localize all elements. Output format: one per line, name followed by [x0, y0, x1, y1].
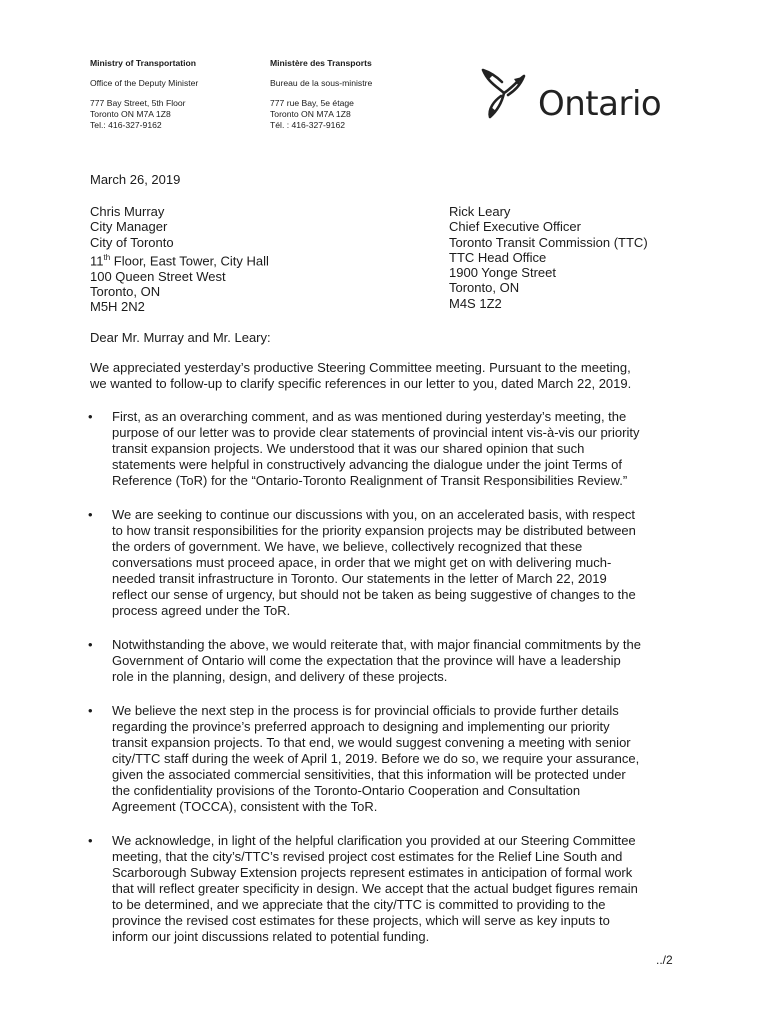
bullet-item: [88, 507, 678, 619]
bullet-line: reflect our sense of urgency, but should not be taken as being suggestive of changes to the: [112, 587, 636, 602]
recipient-postal-code: M5H 2N2: [90, 299, 145, 315]
bullet-line: statements were helpful in constructively advancing the dialogue under the joint Terms of: [112, 457, 622, 472]
ministry-name-fr: Ministère des Transports: [270, 58, 372, 68]
recipient-city: Toronto, ON: [449, 280, 520, 296]
recipient-right: [449, 204, 709, 311]
bullet-line: the confidentiality provisions of the Toronto-Ontario Cooperation and Consultation: [112, 783, 581, 798]
street-fr: 777 rue Bay, 5e étage: [270, 98, 354, 108]
phone-fr: Tél. : 416-327-9162: [270, 120, 346, 130]
city-en: Toronto ON M7A 1Z8: [90, 109, 171, 119]
intro-line: we wanted to follow-up to clarify specific references in our letter to you, dated March 22, 2019.: [90, 376, 632, 391]
bullet-line: We are seeking to continue our discussions with you, on an accelerated basis, with respect: [112, 507, 635, 522]
bullet-icon: •: [88, 637, 93, 652]
recipient-street: 100 Queen Street West: [90, 268, 226, 284]
office-name-en: Office of the Deputy Minister: [90, 78, 199, 88]
recipient-name: Chris Murray: [90, 204, 165, 219]
bullet-line: to how transit responsibilities for the priority expansion projects may be distributed between: [112, 523, 636, 538]
bullet-line: process agreed under the ToR.: [112, 603, 291, 618]
bullet-item: [88, 703, 678, 815]
letterhead-english: [90, 58, 260, 131]
bullet-line: We acknowledge, in light of the helpful clarification you provided at our Steering Committee: [112, 833, 636, 848]
recipient-title: Chief Executive Officer: [449, 219, 581, 235]
bullet-icon: •: [88, 507, 93, 522]
recipient-office: TTC Head Office: [449, 249, 547, 265]
bullet-line: Scarborough Subway Extension projects represent estimates in anticipation of formal work: [112, 865, 633, 880]
bullet-icon: •: [88, 409, 93, 424]
recipient-postal-code: M4S 1Z2: [449, 295, 502, 311]
bullet-line: inform our joint discussions related to potential funding.: [112, 929, 430, 944]
bullet-line: that will reflect greater specificity in design. We accept that the actual budget figures remain: [112, 881, 638, 896]
bullet-line: Agreement (TOCCA), consistent with the ToR.: [112, 799, 378, 814]
intro-paragraph: [90, 360, 680, 392]
bullet-line: role in the planning, design, and delivery of these projects.: [112, 669, 448, 684]
intro-line: We appreciated yesterday’s productive Steering Committee meeting. Pursuant to the meeting,: [90, 360, 631, 375]
bullet-item: [88, 409, 678, 489]
bullet-line: given the associated commercial sensitivities, that this information will be protected under: [112, 767, 626, 782]
bullet-line: Reference (ToR) for the “Ontario-Toronto Realignment of Transit Responsibilities Review.”: [112, 473, 628, 488]
recipient-organization: City of Toronto: [90, 234, 174, 250]
bullet-item: [88, 833, 678, 945]
salutation: Dear Mr. Murray and Mr. Leary:: [90, 330, 271, 345]
ontario-logo: [474, 62, 674, 132]
recipient-name: Rick Leary: [449, 204, 511, 219]
bullet-line: regarding the province’s preferred approach to designing and implementing our priority: [112, 719, 610, 734]
bullet-line: city/TTC staff during the week of April 1, 2019. Before we do so, we require your assurance,: [112, 751, 640, 766]
bullet-line: conversations must proceed apace, in order that we might get on with delivering much-: [112, 555, 612, 570]
bullet-line: meeting, that the city’s/TTC’s revised project cost estimates for the Relief Line South and: [112, 849, 623, 864]
city-fr: Toronto ON M7A 1Z8: [270, 109, 351, 119]
bullet-line: the orders of government. We have, we believe, collectively recognized that these: [112, 539, 583, 554]
recipient-left: [90, 204, 410, 314]
recipient-street: 1900 Yonge Street: [449, 265, 556, 281]
bullet-line: needed transit infrastructure in Toronto. Our statements in the letter of March 22, 2019: [112, 571, 607, 586]
street-en: 777 Bay Street, 5th Floor: [90, 98, 186, 108]
office-name-fr: Bureau de la sous-ministre: [270, 78, 373, 88]
ministry-name-en: Ministry of Transportation: [90, 58, 196, 68]
recipient-city: Toronto, ON: [90, 283, 161, 299]
bullet-line: transit expansion projects. We understood that it was our shared opinion that such: [112, 441, 585, 456]
bullet-line: province the revised cost estimates for these projects, which will serve as key inputs to: [112, 913, 610, 928]
bullet-line: to be determined, and we appreciate that the city/TTC is committed to providing to the: [112, 897, 606, 912]
letter-date: March 26, 2019: [90, 172, 181, 187]
bullet-line: Notwithstanding the above, we would reiterate that, with major financial commitments by the: [112, 637, 641, 652]
bullet-line: We believe the next step in the process is for provincial officials to provide further details: [112, 703, 619, 718]
bullet-icon: •: [88, 833, 93, 848]
bullet-line: First, as an overarching comment, and as was mentioned during yesterday’s meeting, the: [112, 409, 627, 424]
recipient-floor: 11th Floor, East Tower, City Hall: [90, 252, 269, 269]
bullet-line: purpose of our letter was to provide clear statements of provincial intent vis-à-vis our priority: [112, 425, 640, 440]
recipient-title: City Manager: [90, 219, 168, 235]
bullet-line: Government of Ontario will come the expectation that the province will have a leadership: [112, 653, 621, 668]
bullet-line: transit expansion projects. To that end, we would suggest convening a meeting with senior: [112, 735, 631, 750]
letterhead-french: [270, 58, 440, 131]
logo-wordmark: Ontario: [538, 84, 662, 124]
bullet-icon: •: [88, 703, 93, 718]
bullet-item: [88, 637, 678, 685]
bullet-list: [88, 409, 678, 963]
phone-en: Tel.: 416-327-9162: [90, 120, 162, 130]
recipient-organization: Toronto Transit Commission (TTC): [449, 234, 648, 250]
trillium-icon: [474, 62, 542, 128]
page-continuation-marker: ../2: [656, 953, 673, 967]
